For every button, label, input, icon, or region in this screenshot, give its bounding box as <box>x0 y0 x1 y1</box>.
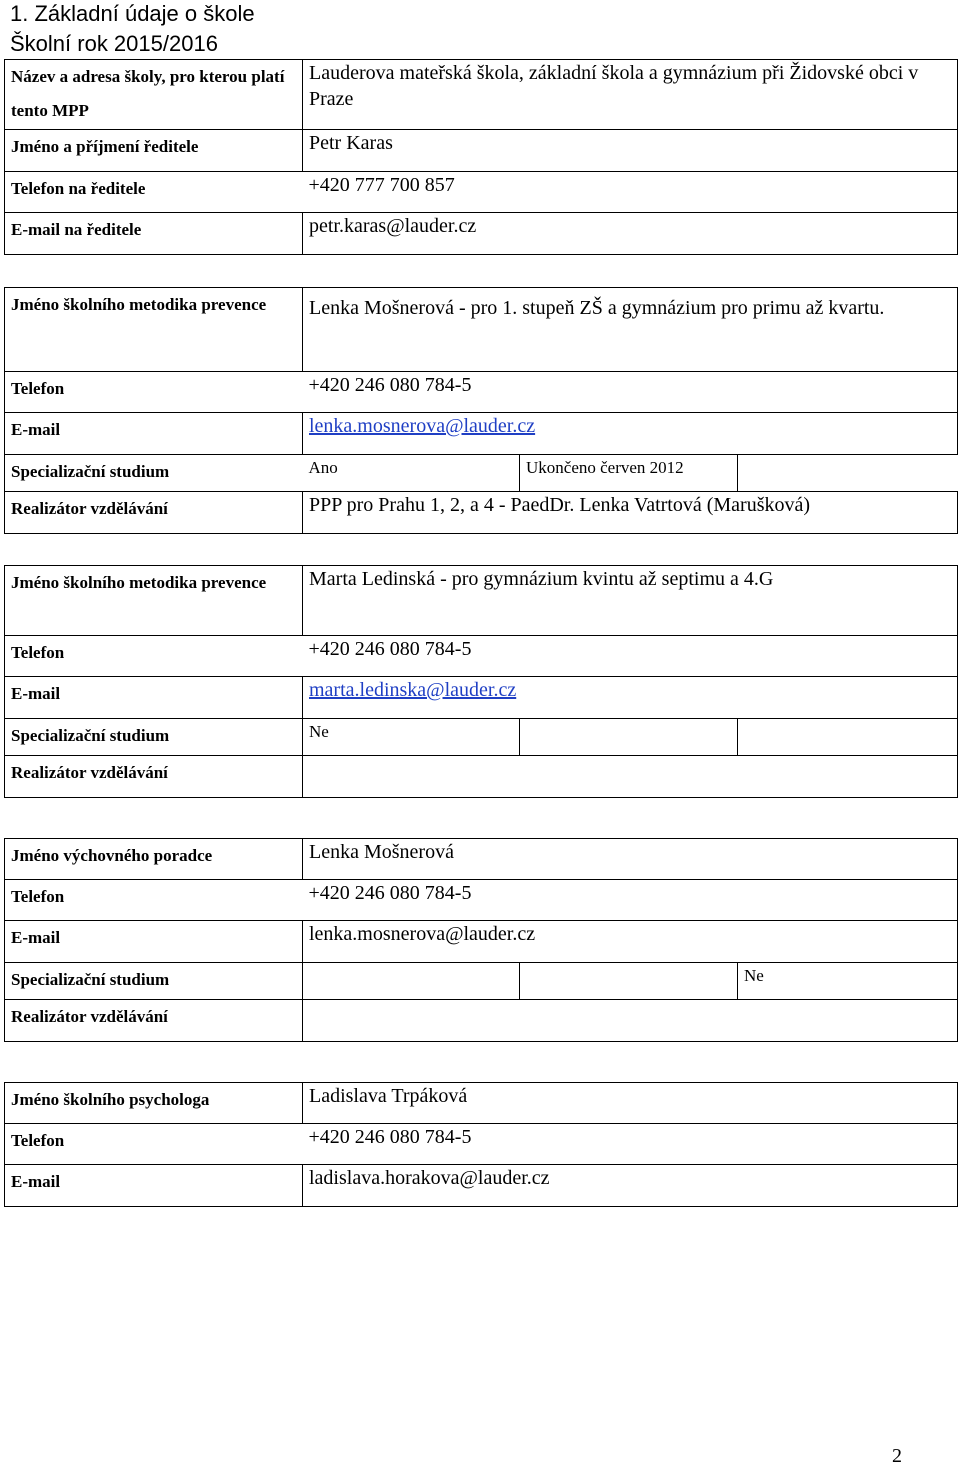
table-row <box>5 963 958 1000</box>
table-row <box>5 492 958 534</box>
table-row <box>5 60 958 130</box>
metodik2-study-value1: Ne <box>303 719 520 756</box>
poradce-study-label: Specializační studium <box>5 963 303 1000</box>
director-phone-value: +420 777 700 857 <box>303 172 958 213</box>
table-row <box>5 756 958 798</box>
metodik2-table <box>4 565 958 798</box>
metodik1-phone-value: +420 246 080 784-5 <box>303 372 958 413</box>
table-row <box>5 455 958 492</box>
metodik2-study-empty3 <box>738 719 958 756</box>
metodik2-email-link[interactable]: marta.ledinska@lauder.cz <box>309 679 517 701</box>
metodik1-name-value: Lenka Mošnerová - pro 1. stupeň ZŠ a gymnázium pro primu až kvartu. <box>303 288 958 372</box>
poradce-phone-label: Telefon <box>5 880 303 921</box>
psycholog-name-label: Jméno školního psychologa <box>5 1083 303 1124</box>
poradce-email-label: E-mail <box>5 921 303 963</box>
poradce-provider-label: Realizátor vzdělávání <box>5 1000 303 1042</box>
poradce-provider-value <box>303 1000 958 1042</box>
poradce-table <box>4 838 958 1042</box>
psycholog-email-value: ladislava.horakova@lauder.cz <box>303 1165 958 1207</box>
metodik2-provider-label: Realizátor vzdělávání <box>5 756 303 798</box>
school-name-value: Lauderova mateřská škola, základní škola a gymnázium při Židovské obci v Praze <box>303 60 958 130</box>
table-row <box>5 130 958 172</box>
table-row <box>5 172 958 213</box>
metodik1-study-value1: Ano <box>303 455 520 492</box>
psycholog-name-value: Ladislava Trpáková <box>303 1083 958 1124</box>
metodik1-email-label: E-mail <box>5 413 303 455</box>
psycholog-email-label: E-mail <box>5 1165 303 1207</box>
section-heading: 1. Základní údaje o škole <box>10 1 255 26</box>
school-name-label: Název a adresa školy, pro kterou platí tento MPP <box>5 60 303 130</box>
table-row <box>5 213 958 255</box>
metodik2-name-value: Marta Ledinská - pro gymnázium kvintu až septimu a 4.G <box>303 566 958 636</box>
psycholog-phone-label: Telefon <box>5 1124 303 1165</box>
metodik2-phone-label: Telefon <box>5 636 303 677</box>
metodik1-provider-value: PPP pro Prahu 1, 2, a 4 - PaedDr. Lenka Vatrtová (Marušková) <box>303 492 958 534</box>
table-row <box>5 413 958 455</box>
table-row <box>5 1000 958 1042</box>
table-row <box>5 880 958 921</box>
metodik1-study-value2: Ukončeno červen 2012 <box>520 455 738 492</box>
poradce-email-value: lenka.mosnerova@lauder.cz <box>303 921 958 963</box>
metodik1-provider-label: Realizátor vzdělávání <box>5 492 303 534</box>
school-info-table <box>4 59 958 255</box>
table-row <box>5 636 958 677</box>
table-row <box>5 1124 958 1165</box>
poradce-name-value: Lenka Mošnerová <box>303 839 958 880</box>
psycholog-table <box>4 1082 958 1207</box>
poradce-study-value3: Ne <box>738 963 958 1000</box>
table-row <box>5 1083 958 1124</box>
table-row <box>5 372 958 413</box>
metodik2-email-value[interactable] <box>303 677 958 719</box>
metodik1-table <box>4 287 958 534</box>
director-email-value: petr.karas@lauder.cz <box>303 213 958 255</box>
table-row <box>5 677 958 719</box>
metodik2-name-label: Jméno školního metodika prevence <box>5 566 303 636</box>
poradce-phone-value: +420 246 080 784-5 <box>303 880 958 921</box>
director-label: Jméno a příjmení ředitele <box>5 130 303 172</box>
table-row <box>5 1165 958 1207</box>
table-row <box>5 921 958 963</box>
metodik1-study-label: Specializační studium <box>5 455 303 492</box>
psycholog-phone-value: +420 246 080 784-5 <box>303 1124 958 1165</box>
table-row <box>5 288 958 372</box>
director-phone-label: Telefon na ředitele <box>5 172 303 213</box>
metodik2-study-label: Specializační studium <box>5 719 303 756</box>
school-year-heading: Školní rok 2015/2016 <box>10 31 218 56</box>
table-row <box>5 719 958 756</box>
poradce-study-empty1 <box>303 963 520 1000</box>
page-number: 2 <box>892 1445 902 1467</box>
metodik2-provider-value <box>303 756 958 798</box>
metodik2-study-empty2 <box>520 719 738 756</box>
metodik1-phone-label: Telefon <box>5 372 303 413</box>
director-email-label: E-mail na ředitele <box>5 213 303 255</box>
poradce-name-label: Jméno výchovného poradce <box>5 839 303 880</box>
table-row <box>5 566 958 636</box>
table-row <box>5 839 958 880</box>
poradce-study-empty2 <box>520 963 738 1000</box>
director-value: Petr Karas <box>303 130 958 172</box>
metodik2-phone-value: +420 246 080 784-5 <box>303 636 958 677</box>
metodik1-study-empty <box>738 455 958 492</box>
metodik1-name-label: Jméno školního metodika prevence <box>5 288 303 372</box>
metodik1-email-link[interactable]: lenka.mosnerova@lauder.cz <box>309 415 536 437</box>
metodik1-email-value[interactable] <box>303 413 958 455</box>
metodik2-email-label: E-mail <box>5 677 303 719</box>
